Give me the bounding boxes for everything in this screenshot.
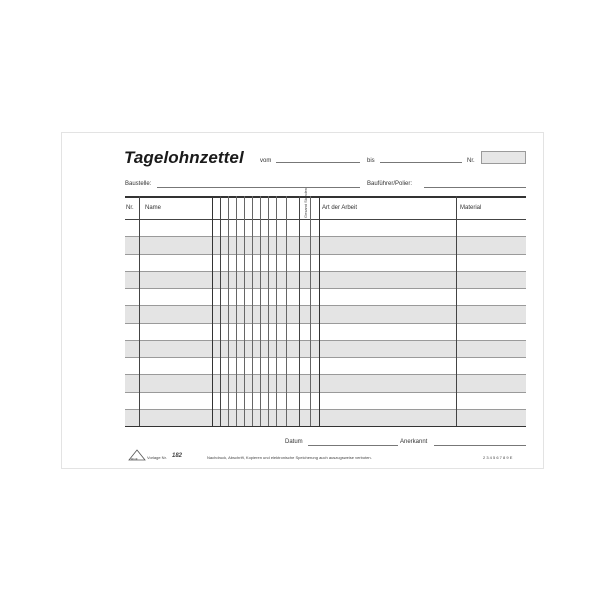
hour-column-divider — [260, 196, 261, 426]
table-row-divider — [125, 305, 526, 306]
bis-label: bis — [367, 158, 375, 164]
baustelle-label: Baustelle: — [125, 181, 152, 187]
column-header-nr: Nr. — [126, 205, 134, 211]
hour-column-divider — [220, 196, 221, 426]
table-row-divider — [125, 374, 526, 375]
bauleiter-label: Bauführer/Polier: — [367, 181, 413, 187]
hour-column-divider — [244, 196, 245, 426]
table-header-rule — [125, 219, 526, 220]
table-row-band — [125, 409, 526, 426]
table-row-band — [125, 236, 526, 253]
copyright-note: Nachdruck, Abschrift, Kopieren und elektronische Speicherung auch auszugsweise verboten. — [207, 455, 372, 460]
hour-column-divider — [276, 196, 277, 426]
baustelle-field[interactable] — [157, 187, 360, 188]
table-row-divider — [125, 392, 526, 393]
table-row-divider — [125, 271, 526, 272]
table-row-band — [125, 340, 526, 357]
nr-label: Nr. — [467, 158, 475, 164]
column-divider-material — [456, 196, 457, 426]
table-row-divider — [125, 323, 526, 324]
anerkannt-label: Anerkannt — [400, 439, 428, 445]
anerkannt-field[interactable] — [434, 445, 526, 446]
hour-column-divider — [252, 196, 253, 426]
hour-column-divider — [286, 196, 287, 426]
print-code: 2 3 4 5 6 7 8 9 E — [483, 455, 513, 460]
datum-field[interactable] — [308, 445, 398, 446]
publisher-logo-text: RNK — [131, 457, 138, 461]
column-header-art-der-arbeit: Art der Arbeit — [322, 205, 358, 211]
form-title: Tagelohnzettel — [124, 148, 244, 167]
column-header-name: Name — [145, 205, 162, 211]
table-row-divider — [125, 254, 526, 255]
hour-column-divider — [236, 196, 237, 426]
column-divider-gesamt — [310, 196, 311, 426]
bauleiter-field[interactable] — [424, 187, 526, 188]
column-divider-name — [212, 196, 213, 426]
table-top-rule — [125, 196, 526, 198]
vorlage-label: Vorlage Nr. — [147, 455, 167, 460]
table-row-band — [125, 271, 526, 288]
hour-column-divider — [228, 196, 229, 426]
table-row-divider — [125, 340, 526, 341]
nr-field[interactable] — [481, 151, 526, 164]
table-bottom-rule — [125, 426, 526, 427]
table-row-divider — [125, 288, 526, 289]
hour-column-divider — [299, 196, 300, 426]
table-row-divider — [125, 409, 526, 410]
column-header-gesamt-stunden: Gesamt Stunden — [303, 187, 308, 218]
vorlage-number: 182 — [172, 453, 183, 459]
column-divider-nr — [139, 196, 140, 426]
bis-field[interactable] — [380, 162, 462, 163]
column-header-material: Material — [460, 205, 482, 211]
vom-label: vom — [260, 158, 272, 164]
table-row-divider — [125, 236, 526, 237]
datum-label: Datum — [285, 439, 303, 445]
column-divider-art — [319, 196, 320, 426]
table-row-band — [125, 374, 526, 391]
table-row-divider — [125, 357, 526, 358]
hour-column-divider — [268, 196, 269, 426]
table-row-band — [125, 305, 526, 322]
vom-field[interactable] — [276, 162, 360, 163]
